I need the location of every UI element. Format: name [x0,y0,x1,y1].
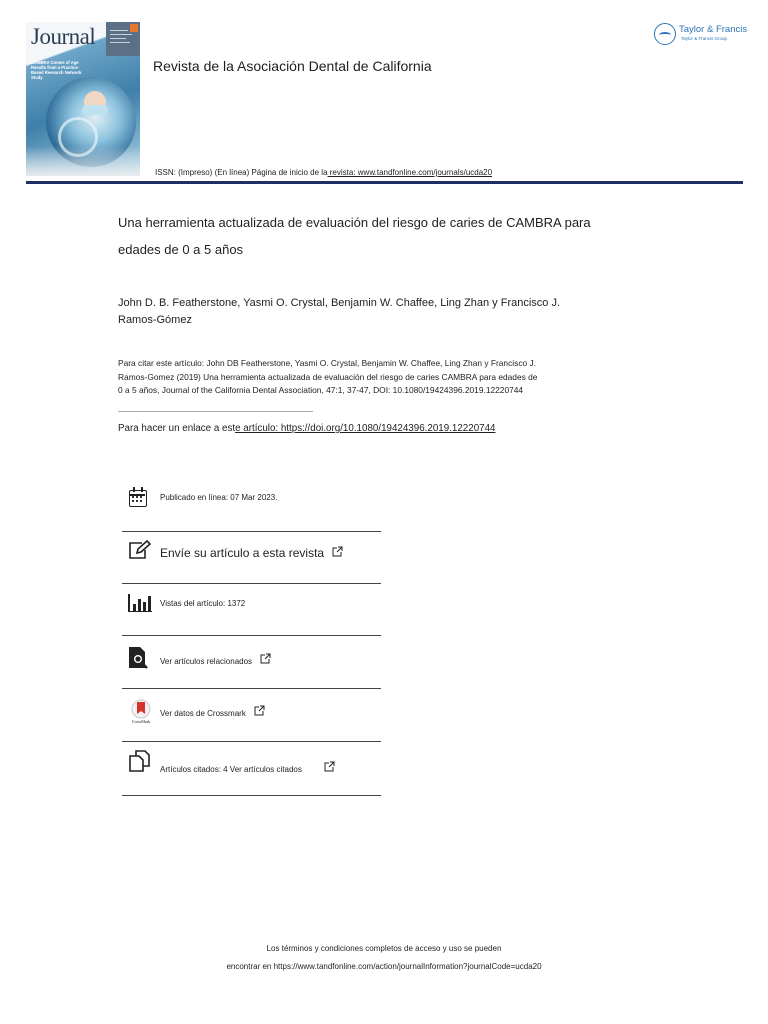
published-date: Publicado en línea: 07 Mar 2023. [160,493,278,502]
citations-icon [128,750,150,774]
bar-chart-icon [128,592,154,614]
publisher-subtitle: Taylor & Francis Group [681,36,728,41]
footer-terms-link[interactable]: encontrar en https://www.tandfonline.com/action/journalInformation?journalCode=ucda20 [226,962,542,971]
issn-label: ISSN: (Impreso) (En línea) Página de inicio de la [155,168,328,177]
article-title-line: Una herramienta actualizada de evaluación del riesgo de caries de CAMBRA para [118,215,591,230]
article-views-item [122,584,381,636]
publisher-logo[interactable] [654,22,746,48]
crossmark-icon [128,698,154,726]
crossmark-item[interactable] [122,689,381,742]
cover-blurb: CAMBRA Comes of Age Results from a Practice-Based Research Network Study [31,60,82,80]
journal-title: Revista de la Asociación Dental de California [153,58,432,74]
authors-line: John D. B. Featherstone, Yasmi O. Crystal, Benjamin W. Chaffee, Ling Zhan y Francisco J. [118,297,561,309]
journal-cover-image [26,22,140,176]
search-document-icon [128,646,150,670]
external-link-icon [324,761,335,774]
crossmark-link[interactable] [160,705,265,718]
citing-articles-label: Artículos citados: 4 Ver artículos citados [160,765,302,774]
citation-divider [118,411,313,412]
article-views-count: Vistas del artículo: 1372 [160,599,246,608]
article-link-label: Para hacer un enlace a est [118,423,236,434]
authors-line: Ramos-Gómez [118,314,192,326]
open-access-mark [130,24,138,32]
article-doi-link[interactable]: e artículo: https://doi.org/10.1080/19424396.2019.12220744 [235,423,496,434]
issn-line [155,168,492,177]
citation-line: Ramos-Gomez (2019) Una herramienta actualizada de evaluación del riesgo de caries CAMBRA para edades de [118,371,538,382]
submit-article-link[interactable] [160,546,343,560]
external-link-icon [254,705,265,718]
publisher-name: Taylor & Francis [679,24,748,35]
citation-line: 0 a 5 años, Journal of the California Dental Association, 47:1, 37-47, DOI: 10.1080/19424396.2019.12220744 [118,385,524,395]
citation-block [118,357,638,398]
article-authors [118,295,638,329]
article-title-line: edades de 0 a 5 años [118,242,244,257]
related-articles-label: Ver artículos relacionados [160,657,253,666]
crossmark-label: Ver datos de Crossmark [160,709,246,718]
submit-article-label: Envíe su artículo a esta revista [160,546,325,560]
citing-articles-link[interactable] [160,761,335,774]
article-link-line [118,423,495,434]
journal-homepage-link[interactable]: revista: www.tandfonline.com/journals/ucda20 [327,168,493,177]
edit-icon [128,540,150,564]
calendar-icon [128,487,150,511]
cover-info-box [106,22,140,56]
article-title [118,209,638,263]
header-divider [26,181,743,184]
citation-line: Para citar este artículo: John DB Featherstone, Yasmi O. Crystal, Benjamin W. Chaffee, Ling Zhan y Francisco J. [118,358,536,368]
citing-articles-item[interactable] [122,742,381,796]
related-articles-item[interactable] [122,636,381,689]
submit-article-item[interactable] [122,532,381,584]
crossmark-icon-label: CrossMark [131,719,151,724]
external-link-icon [260,653,271,666]
cover-wordmark: Journal [31,24,96,49]
publisher-logo-icon [654,23,676,45]
footer-terms-line: Los términos y condiciones completos de acceso y uso se pueden [266,944,502,953]
published-online-item [122,487,381,532]
related-articles-link[interactable] [160,653,271,666]
external-link-icon [332,546,343,560]
